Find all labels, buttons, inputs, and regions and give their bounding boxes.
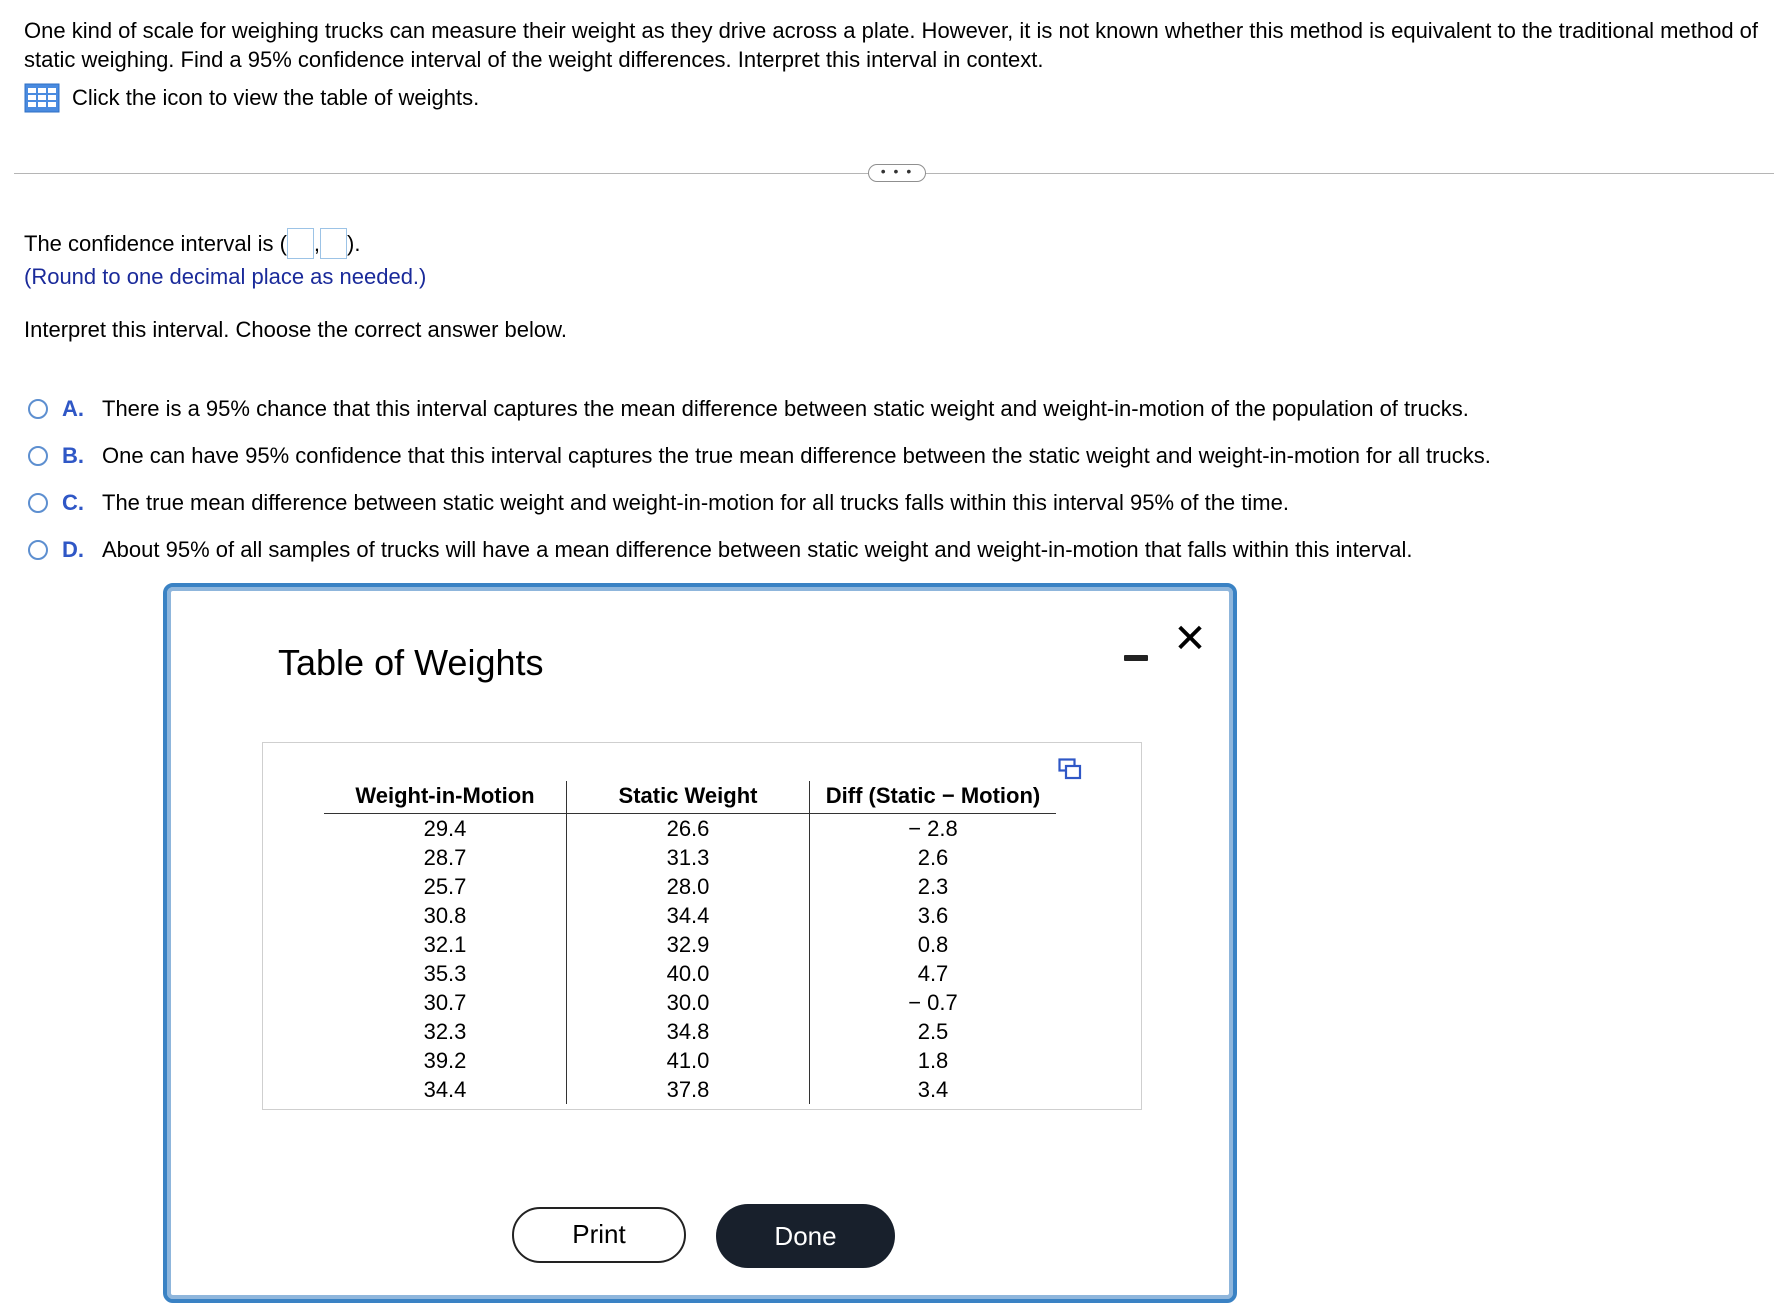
table-cell: 41.0 [567,1046,810,1075]
question-text: One kind of scale for weighing trucks can measure their weight as they drive across a plate. However, it is not known whether this method is equivalent to the traditional method of static weighing. Find a 95% confidence interval of the weight differences. Interpret this interval in context. [24,18,1759,72]
table-cell: 28.7 [423,844,467,870]
table-cell: 39.2 [423,1047,467,1073]
table-row [324,901,1056,930]
header-static-weight: Static Weight [567,781,810,814]
minimize-button[interactable] [1122,635,1150,663]
table-cell: 32.1 [423,931,467,957]
choice-letter: D. [62,536,84,562]
table-row [324,814,1056,844]
choice-letter: A. [62,395,84,421]
header-weight-in-motion: Weight-in-Motion [324,781,567,814]
choice-c[interactable] [28,479,1491,526]
table-cell: 0.8 [810,930,1057,959]
choice-text: There is a 95% chance that this interval captures the mean difference between static weight and weight-in-motion of the population of trucks. [102,395,1469,421]
table-cell: 34.4 [567,901,810,930]
choice-a[interactable] [28,385,1491,432]
table-row [324,988,1056,1017]
header-difference: Diff (Static − Motion) [810,781,1057,814]
table-panel [262,742,1142,1110]
table-cell: 37.8 [567,1075,810,1104]
radio-button[interactable] [28,540,48,560]
table-cell: 2.6 [810,843,1057,872]
choice-b[interactable] [28,432,1491,479]
table-cell: 30.0 [567,988,810,1017]
table-cell: 4.7 [810,959,1057,988]
table-cell: 30.7 [423,989,467,1015]
dialog-title: Table of Weights [278,642,544,683]
table-cell: 40.0 [567,959,810,988]
table-cell: 30.8 [423,902,467,928]
radio-button[interactable] [28,493,48,513]
copy-icon[interactable] [1058,758,1082,780]
table-cell: 28.0 [567,872,810,901]
choice-text: About 95% of all samples of trucks will have a mean difference between static weight and weight-in-motion that falls within this interval. [102,536,1413,562]
table-cell: 31.3 [567,843,810,872]
choice-d[interactable] [28,526,1491,573]
table-row [324,959,1056,988]
table-cell: 32.3 [423,1018,467,1044]
radio-button[interactable] [28,399,48,419]
table-row [324,843,1056,872]
table-row [324,1017,1056,1046]
table-cell: 1.8 [810,1046,1057,1075]
close-icon[interactable]: ✕ [1173,617,1207,661]
table-row [324,1075,1056,1104]
table-row [324,872,1056,901]
table-body [324,814,1056,1105]
rounding-hint: (Round to one decimal place as needed.) [24,264,427,289]
interpret-prompt: Interpret this interval. Choose the correct answer below. [24,317,567,342]
weights-table [324,781,1056,1104]
ci-suffix: ). [347,230,361,256]
table-cell: 25.7 [423,873,467,899]
table-cell: 26.6 [567,814,810,844]
table-row [324,930,1056,959]
table-cell: 29.4 [423,815,467,841]
radio-button[interactable] [28,446,48,466]
table-cell: − 0.7 [810,988,1057,1017]
table-cell: 35.3 [423,960,467,986]
table-cell: 2.5 [810,1017,1057,1046]
table-cell: − 2.8 [810,814,1057,844]
ci-prefix: The confidence interval is ( [24,230,287,256]
table-cell: 3.4 [810,1075,1057,1104]
done-button[interactable]: Done [716,1204,895,1268]
choice-text: One can have 95% confidence that this interval captures the true mean difference between the static weight and weight-in-motion for all trucks. [102,442,1491,468]
table-dialog [163,583,1237,1303]
ci-lower-input[interactable] [287,228,314,259]
choice-text: The true mean difference between static weight and weight-in-motion for all trucks falls within this interval 95% of the time. [102,489,1289,515]
answer-choices [28,385,1491,573]
table-cell: 3.6 [810,901,1057,930]
table-cell: 32.9 [567,930,810,959]
view-table-link[interactable] [24,83,479,113]
table-header-row [324,781,1056,814]
choice-letter: C. [62,489,84,515]
choice-letter: B. [62,442,84,468]
view-table-text[interactable]: Click the icon to view the table of weights. [72,85,480,110]
table-cell: 2.3 [810,872,1057,901]
confidence-interval-line [24,228,360,259]
ci-separator: , [313,230,321,256]
table-icon[interactable] [24,83,60,113]
print-button[interactable]: Print [512,1207,686,1263]
ci-upper-input[interactable] [320,228,347,259]
table-cell: 34.4 [423,1076,467,1102]
more-options-button[interactable]: • • • [868,164,926,182]
table-cell: 34.8 [567,1017,810,1046]
table-row [324,1046,1056,1075]
